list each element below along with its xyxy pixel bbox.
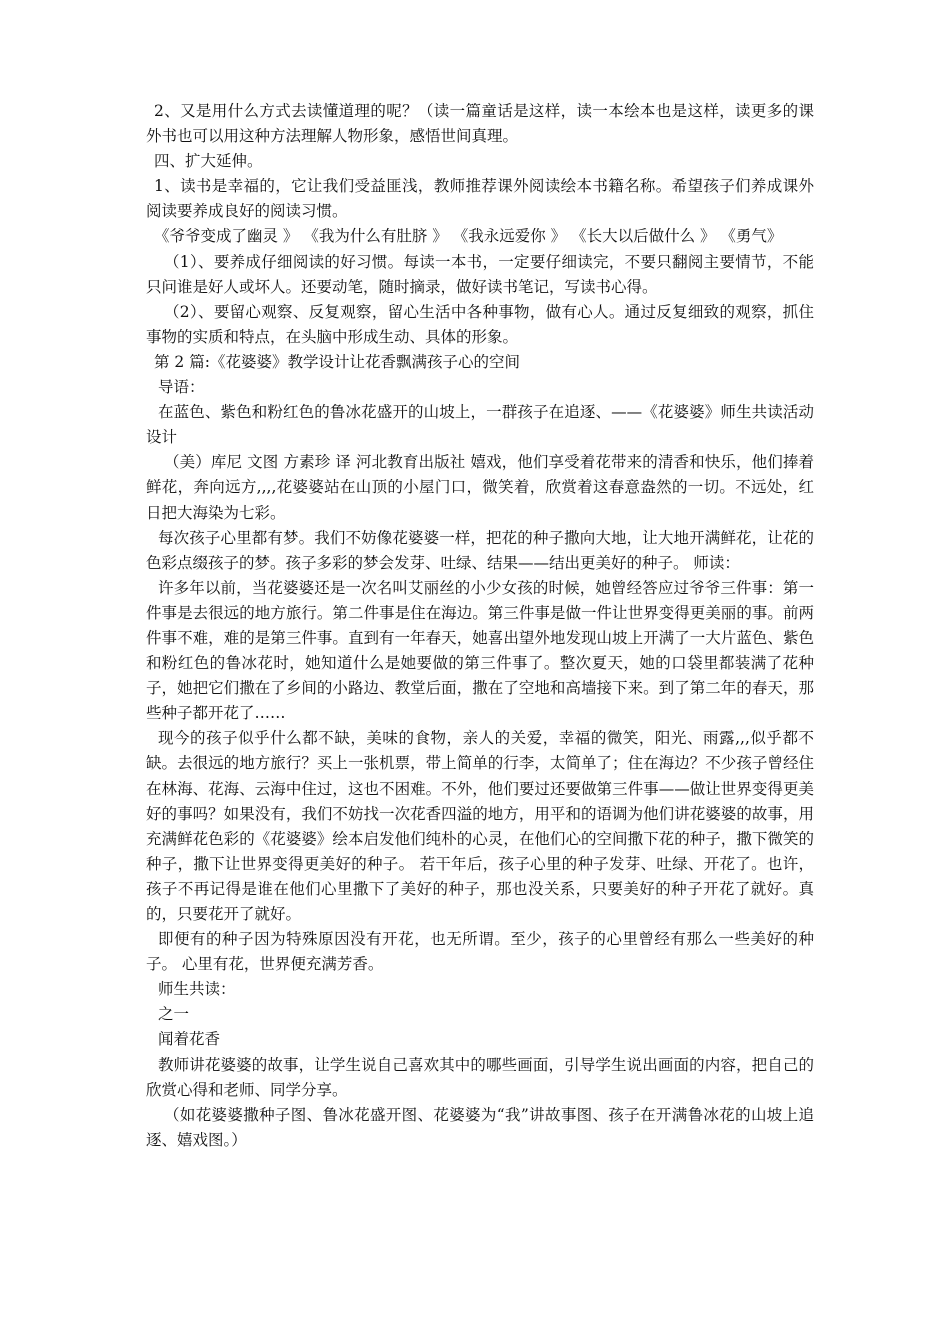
intro-heading: 导语：: [158, 378, 205, 397]
paragraph-book-credits: （美）库尼 文图 方素珍 译 河北教育出版社 嬉戏，他们享受着花带来的清香和快乐，他们捧着鲜花，奔向远方,,,,花婆婆站在山顶的小屋门口，微笑着，欣赏着这春意盎然的一切。不远处，红日把大海染为七彩。: [146, 453, 814, 522]
paragraph-lupine-hillside: 在蓝色、紫色和粉红色的鲁冰花盛开的山坡上，一群孩子在追逐、——《花婆婆》师生共读活动设计: [146, 403, 814, 447]
document-body: [146, 99, 814, 1153]
heading-smell-flowers: 闻着花香: [158, 1030, 221, 1049]
paragraph-modern-children: 现今的孩子似乎什么都不缺，美味的食物，亲人的关爱，幸福的微笑，阳光、雨露,,,似乎都不缺。去很远的地方旅行？买上一张机票，带上简单的行李，太简单了；住在海边？不少孩子曾经住在林海、花海、云海中住过，这也不困难。不外，他们要过还要做第三件事——做让世界变得更美好的事吗？如果没有，我们不妨找一次花香四溢的地方，用平和的语调为他们讲花婆婆的故事，用充满鲜花色彩的《花婆婆》绘本启发他们纯朴的心灵，在他们心的空间撒下花的种子，撒下微笑的种子，撒下让世界变得更美好的种子。 若干年后，孩子心里的种子发芽、吐绿、开花了。也许，孩子不再记得是谁在他们心里撒下了美好的种子，那也没关系，只要美好的种子开花了就好。真的，只要花开了就好。: [146, 729, 814, 923]
paragraph-book-list: 《爷爷变成了幽灵 》 《我为什么有肚脐 》 《我永远爱你 》 《长大以后做什么 》 《勇气》: [154, 227, 783, 246]
paragraph-picture-examples: （如花婆婆撒种子图、鲁冰花盛开图、花婆婆为“我”讲故事图、孩子在开满鲁冰花的山坡上追逐、嬉戏图。）: [146, 1105, 814, 1149]
paragraph-seeds-meaning: 即便有的种子因为特殊原因没有开花，也无所谓。至少，孩子的心里曾经有那么一些美好的种子。 心里有花，世界便充满芳香。: [146, 930, 814, 974]
heading-shared-reading: 师生共读：: [158, 980, 236, 999]
heading-part-one: 之一: [158, 1005, 190, 1024]
paragraph-teacher-activity: 教师讲花婆婆的故事，让学生说自己喜欢其中的哪些画面，引导学生说出画面的内容，把自己的欣赏心得和老师、同学分享。: [146, 1055, 814, 1099]
paragraph-reading-method: 2、又是用什么方式去读懂道理的呢？（读一篇童话是这样，读一本绘本也是这样，读更多的课外书也可以用这种方法理解人物形象，感悟世间真理。: [146, 102, 814, 146]
paragraph-children-dreams: 每次孩子心里都有梦。我们不妨像花婆婆一样，把花的种子撒向大地，让大地开满鲜花，让花的色彩点缀孩子的梦。孩子多彩的梦会发芽、吐绿、结果——结出更美好的种子。 师读：: [146, 528, 814, 572]
paragraph-habit-observation: （2）、要留心观察、反复观察，留心生活中各种事物，做有心人。通过反复细致的观察，抓住事物的实质和特点，在头脑中形成生动、具体的形象。: [146, 302, 814, 346]
section-heading-extension: 四、扩大延伸。: [154, 152, 263, 171]
paragraph-reading-happiness: 1、读书是幸福的，它让我们受益匪浅，教师推荐课外阅读绘本书籍名称。希望孩子们养成课外阅读要养成良好的阅读习惯。: [146, 177, 814, 221]
paragraph-habit-careful-reading: （1）、要养成仔细阅读的好习惯。每读一本书，一定要仔细读完，不要只翻阅主要情节，不能只问谁是好人或坏人。还要动笔，随时摘录，做好读书笔记，写读书心得。: [146, 252, 814, 296]
article-title: 第 2 篇:《花婆婆》教学设计让花香飘满孩子心的空间: [154, 352, 520, 371]
paragraph-story-excerpt: 许多年以前，当花婆婆还是一次名叫艾丽丝的小少女孩的时候，她曾经答应过爷爷三件事：第一件事是去很远的地方旅行。第二件事是住在海边。第三件事是做一件让世界变得更美丽的事。前两件事不难，难的是第三件事。直到有一年春天，她喜出望外地发现山坡上开满了一大片蓝色、紫色和粉红色的鲁冰花时，她知道什么是她要做的第三件事了。整次夏天，她的口袋里都装满了花种子，她把它们撒在了乡间的小路边、教堂后面，撒在了空地和高墙接下来。到了第二年的春天，那些种子都开花了……: [146, 578, 814, 723]
